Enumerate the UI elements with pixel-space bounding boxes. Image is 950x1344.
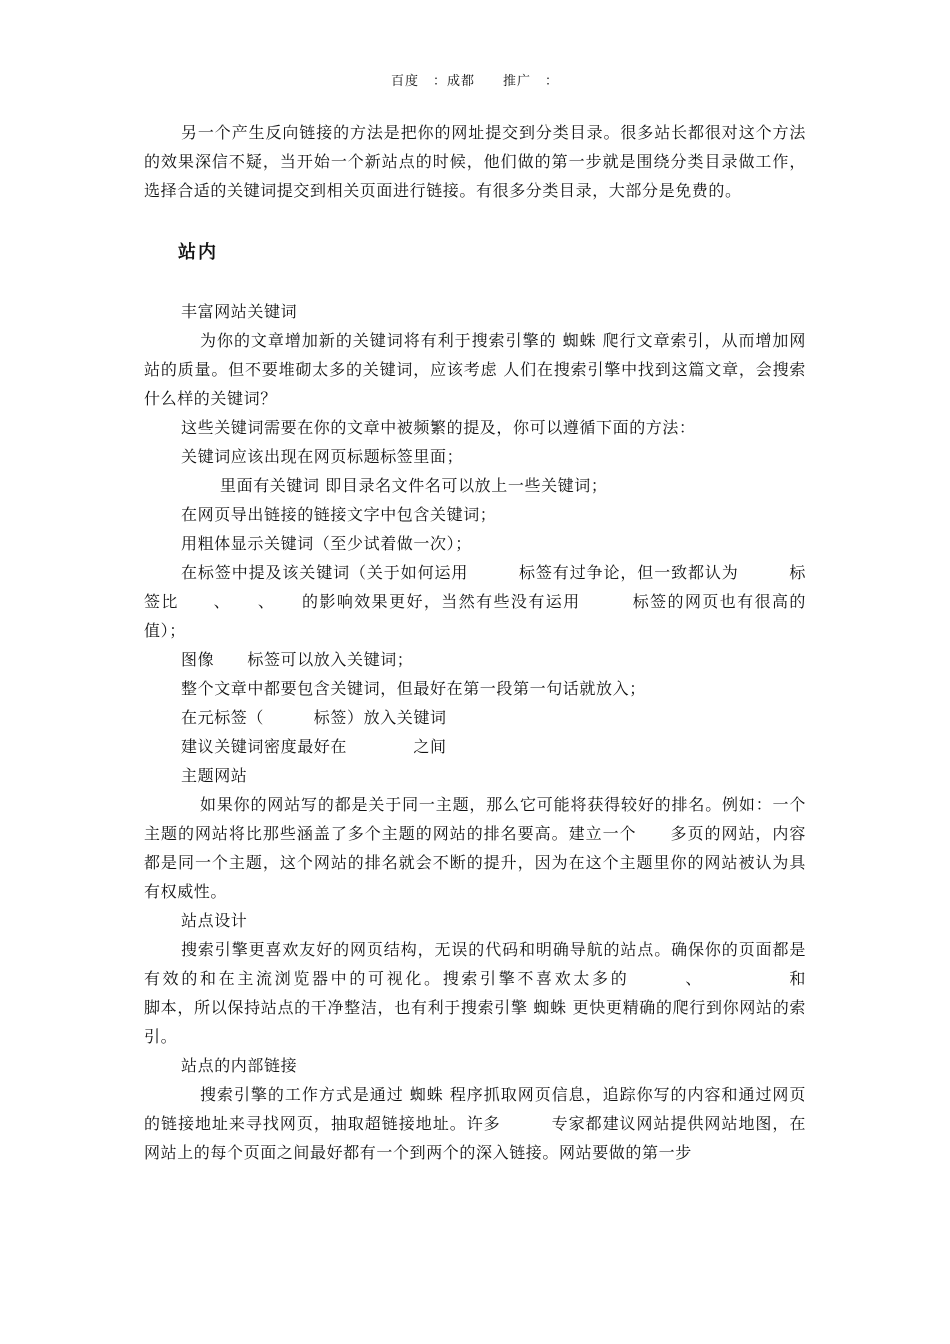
- list-item: 建议关键词密度最好在 之间: [181, 737, 447, 756]
- paragraph-site-design: 搜索引擎更喜欢友好的网页结构，无误的代码和明确导航的站点。确保你的页面都是有效的和在主流浏览器中的可视化。搜索引擎不喜欢太多的 、 和 脚本，所以保持站点的干净整洁，也有利于搜索引擎 蜘蛛 更快更精确的爬行到你网站的索引。: [144, 940, 873, 1046]
- list-item: 关键词应该出现在网页标题标签里面；: [181, 447, 464, 466]
- list-item: 里面有关键词 即目录名文件名可以放上一些关键词；: [220, 476, 608, 495]
- list-item: 这些关键词需要在你的文章中被频繁的提及，你可以遵循下面的方法：: [181, 418, 696, 437]
- heading-site-design: 站点设计: [181, 911, 248, 930]
- section-title-onsite: 站内: [178, 242, 218, 263]
- list-item: 图像 标签可以放入关键词；: [181, 650, 414, 669]
- heading-rich-keywords: 丰富网站关键词: [181, 302, 298, 321]
- heading-theme-site: 主题网站: [181, 766, 248, 785]
- list-item: 整个文章中都要包含关键词，但最好在第一段第一句话就放入；: [181, 679, 646, 698]
- heading-internal-links: 站点的内部链接: [181, 1056, 298, 1075]
- paragraph-keywords-intro: 为你的文章增加新的关键词将有利于搜索引擎的 蜘蛛 爬行文章索引，从而增加网站的质量。但不要堆砌太多的关键词，应该考虑 人们在搜索引擎中找到这篇文章，会搜索什么样的关键词？: [144, 331, 806, 408]
- paragraph-heading-tags: 在标签中提及该关键词（关于如何运用 标签有过争论，但一致都认为 标签比 、 、 的影响效果更好，当然有些没有运用 标签的网页也有很高的 值）；: [144, 563, 840, 640]
- page-header: 百度 ：成都 推广 ：: [390, 74, 559, 89]
- list-item: 用粗体显示关键词（至少试着做一次）；: [181, 534, 472, 553]
- paragraph-internal-links: 搜索引擎的工作方式是通过 蜘蛛 程序抓取网页信息，追踪你写的内容和通过网页的链接地址来寻找网页，抽取超链接地址。许多 专家都建议网站提供网站地图，在网站上的每个页面之间最好都有一个到两个的深入链接。网站要做的第一步: [144, 1085, 806, 1162]
- paragraph-directory-submission: 另一个产生反向链接的方法是把你的网址提交到分类目录。很多站长都很对这个方法的效果深信不疑，当开始一个新站点的时候，他们做的第一步就是围绕分类目录做工作，选择合适的关键词提交到相关页面进行链接。有很多分类目录，大部分是免费的。: [144, 123, 806, 200]
- list-item: 在网页导出链接的链接文字中包含关键词；: [181, 505, 497, 524]
- paragraph-theme-site: 如果你的网站写的都是关于同一主题，那么它可能将获得较好的排名。例如：一个主题的网站将比那些涵盖了多个主题的网站的排名要高。建立一个 多页的网站，内容都是同一个主题，这个网站的排名就会不断的提升，因为在这个主题里你的网站被认为具有权威性。: [144, 795, 806, 901]
- document-body: [144, 118, 873, 1167]
- list-item: 在元标签（ 标签）放入关键词: [181, 708, 447, 727]
